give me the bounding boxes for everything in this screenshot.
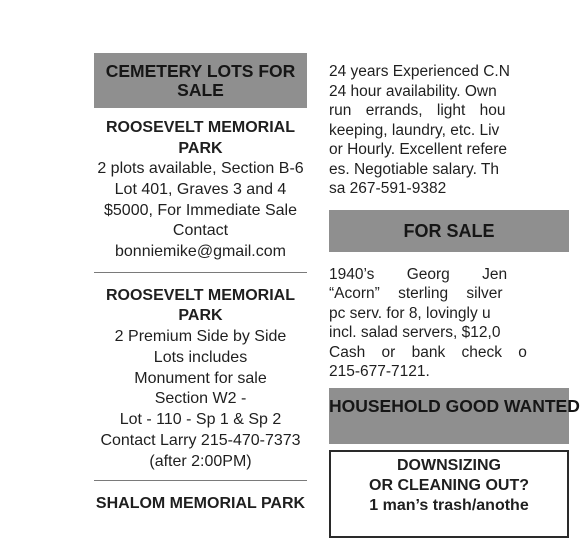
ad-line: bonniemike@gmail.com: [115, 243, 286, 261]
ad-line: 2 Premium Side by Side: [114, 327, 287, 345]
ad-line: sa 267-591-9382: [329, 180, 447, 197]
ad-line: 24 years Experienced C.N: [329, 63, 510, 80]
ad-line: OR CLEANING OUT?: [369, 476, 529, 494]
ad-line: Cash or bank check o: [329, 343, 527, 361]
downsizing-ad-box: [329, 450, 569, 538]
ad-line: “Acorn” sterling silver: [329, 285, 503, 302]
ad-line: pc serv. for 8, lovingly u: [329, 304, 491, 322]
ad-line: or Hourly. Excellent refere: [329, 141, 508, 158]
ad-line: $5000, For Immediate Sale: [104, 201, 297, 219]
ad-line: Lots includes: [153, 348, 248, 366]
ad-title: ROOSEVELT MEMORIAL PARK: [105, 286, 296, 325]
classified-ad-shalom: [94, 494, 307, 515]
ad-line: run errands, light hou: [329, 102, 506, 119]
section-header-household-goods: HOUSEHOLD GOOD WANTED: [329, 388, 569, 444]
ad-line: 1940’s Georg Jen: [329, 265, 508, 283]
classified-ad-roosevelt-1: [94, 118, 307, 263]
caregiver-ad: [329, 62, 569, 199]
ad-line: DOWNSIZING: [397, 456, 501, 474]
ad-line: Monument for sale: [134, 369, 267, 387]
classified-ad-roosevelt-2: [94, 286, 307, 473]
ad-divider: [94, 272, 307, 273]
ad-line: 215-677-7121.: [329, 363, 430, 380]
ad-line: (after 2:00PM): [149, 452, 252, 470]
ad-line: es. Negotiable salary. Th: [329, 160, 500, 178]
ad-title: SHALOM MEMORIAL PARK: [95, 494, 306, 512]
ad-line: 2 plots available, Section B-6: [97, 160, 304, 177]
ad-divider: [94, 480, 307, 481]
ad-line: incl. salad servers, $12,0: [329, 324, 501, 341]
silver-service-ad: [329, 265, 569, 382]
ad-line: keeping, laundry, etc. Liv: [329, 121, 500, 139]
ad-line: Contact: [172, 222, 229, 240]
ad-title: ROOSEVELT MEMORIAL PARK: [105, 119, 296, 157]
left-column: [94, 53, 307, 514]
right-column: [329, 62, 580, 538]
ad-line: Contact Larry 215-470-7373: [100, 431, 301, 449]
ad-line: 1 man’s trash/anothe: [369, 496, 529, 514]
ad-line: Lot 401, Graves 3 and 4: [114, 180, 287, 198]
ad-line: Section W2 -: [154, 390, 247, 408]
section-header-cemetery-lots: CEMETERY LOTS FOR SALE: [94, 53, 307, 108]
section-header-for-sale: FOR SALE: [329, 210, 569, 252]
ad-line: Lot - 110 - Sp 1 & Sp 2: [119, 411, 282, 429]
ad-line: 24 hour availability. Own: [329, 82, 497, 100]
